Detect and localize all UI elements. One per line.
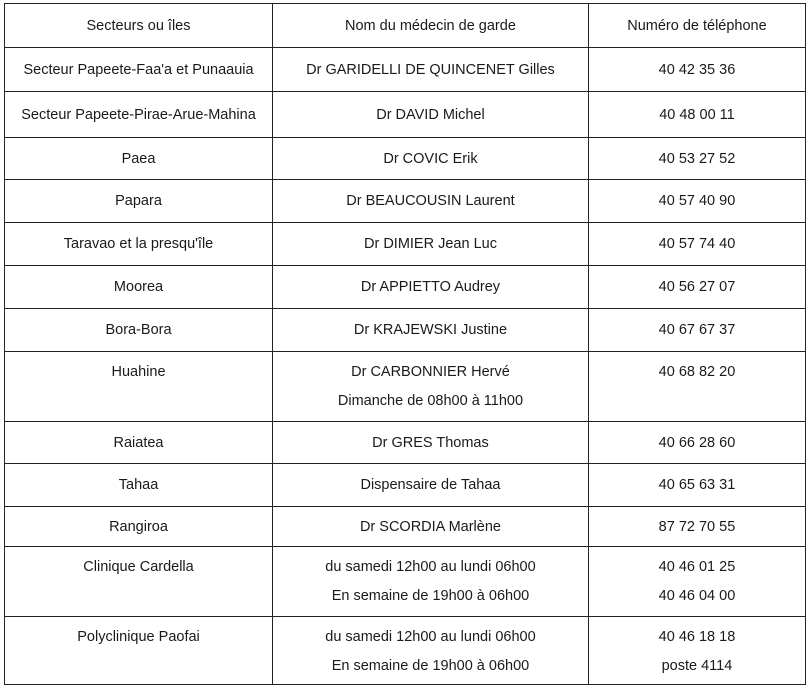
cell-phone: 87 72 70 55 [588,507,805,547]
cell-sector: Moorea [5,266,273,309]
cell-sector: Rangiroa [5,507,273,547]
cell-doctor: Dispensaire de Tahaa [273,464,589,507]
cell-sector: Secteur Papeete-Pirae-Arue-Mahina [5,92,273,138]
cell-sector: Polyclinique Paofai [5,617,273,685]
cell-doctor: Dr DAVID Michel [273,92,589,138]
cell-doctor: Dr SCORDIA Marlène [273,507,589,547]
doctor-line-2: Dimanche de 08h00 à 11h00 [337,393,524,409]
cell-doctor: Dr APPIETTO Audrey [273,266,589,309]
header-phone: Numéro de téléphone [588,4,805,48]
cell-phone: 40 42 35 36 [588,48,805,92]
cell-phone: 40 65 63 31 [588,464,805,507]
cell-sector: Taravao et la presqu'île [5,223,273,266]
phone-line-2: 40 46 04 00 [658,588,736,604]
table-row [5,223,806,266]
doctor-line-1: Dr CARBONNIER Hervé [351,364,510,380]
header-sector: Secteurs ou îles [5,4,273,48]
cell-phone: 40 67 67 37 [588,309,805,352]
doctor-line-2: En semaine de 19h00 à 06h00 [331,588,530,604]
table-row [5,617,806,685]
cell-phone: 40 53 27 52 [588,138,805,180]
cell-phone [588,617,805,685]
table-row [5,422,806,464]
cell-doctor [273,547,589,617]
cell-doctor: Dr GRES Thomas [273,422,589,464]
table-row [5,138,806,180]
cell-sector: Papara [5,180,273,223]
table-row [5,352,806,422]
cell-doctor [273,617,589,685]
cell-phone [588,547,805,617]
cell-doctor: Dr COVIC Erik [273,138,589,180]
on-call-doctors-table [4,3,806,685]
cell-phone: 40 56 27 07 [588,266,805,309]
cell-doctor [273,352,589,422]
cell-phone: 40 57 40 90 [588,180,805,223]
doctor-line-2: En semaine de 19h00 à 06h00 [331,658,530,674]
table-row [5,92,806,138]
doctor-line-1: du samedi 12h00 au lundi 06h00 [325,559,536,575]
cell-sector: Bora-Bora [5,309,273,352]
phone-line-1: 40 46 01 25 [658,559,736,575]
cell-sector: Paea [5,138,273,180]
cell-phone: 40 66 28 60 [588,422,805,464]
header-row [5,4,806,48]
cell-sector: Raiatea [5,422,273,464]
cell-sector: Huahine [5,352,273,422]
header-doctor: Nom du médecin de garde [273,4,589,48]
table-row [5,266,806,309]
table-row [5,48,806,92]
table-row [5,180,806,223]
cell-sector: Tahaa [5,464,273,507]
cell-doctor: Dr DIMIER Jean Luc [273,223,589,266]
phone-line-1: 40 46 18 18 [658,629,736,645]
table-row [5,507,806,547]
cell-doctor: Dr GARIDELLI DE QUINCENET Gilles [273,48,589,92]
cell-doctor: Dr BEAUCOUSIN Laurent [273,180,589,223]
cell-sector: Clinique Cardella [5,547,273,617]
cell-sector: Secteur Papeete-Faa'a et Punaauia [5,48,273,92]
table-row [5,309,806,352]
cell-phone: 40 48 00 11 [588,92,805,138]
doctor-line-1: du samedi 12h00 au lundi 06h00 [325,629,536,645]
cell-doctor: Dr KRAJEWSKI Justine [273,309,589,352]
phone-line-2: poste 4114 [661,658,733,674]
cell-phone: 40 68 82 20 [588,352,805,422]
table-row [5,464,806,507]
table-row [5,547,806,617]
cell-phone: 40 57 74 40 [588,223,805,266]
